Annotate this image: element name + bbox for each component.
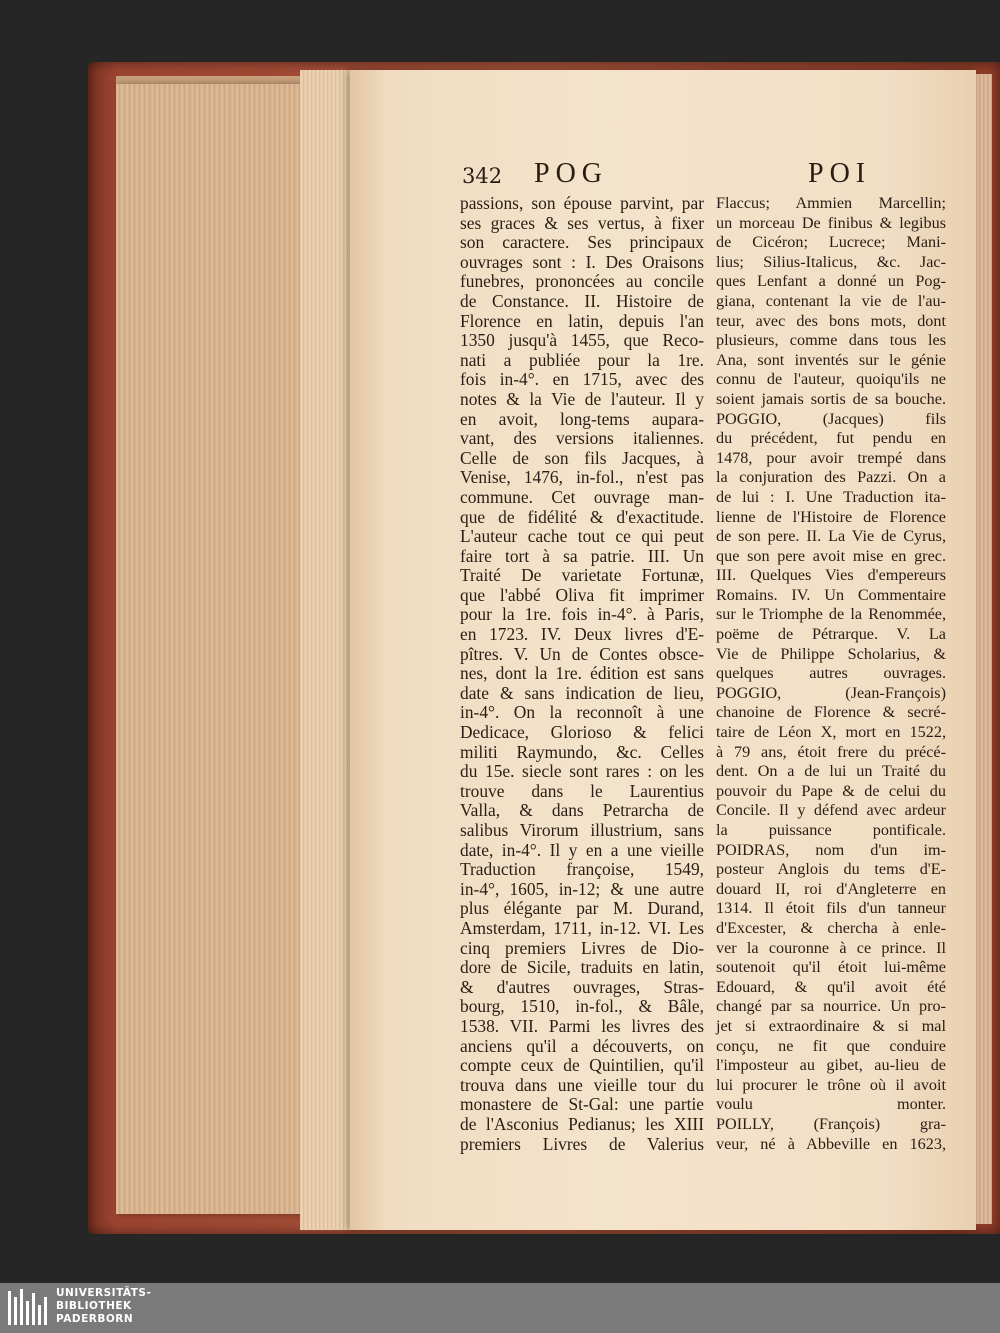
- text-line: poëme de Pétrarque. V. La: [716, 625, 946, 644]
- text-line: 1478, pour avoir trempé dans: [716, 448, 946, 467]
- text-line: giana, contenant la vie de l'au-: [716, 291, 946, 310]
- text-line: conçu, ne fit que conduire: [716, 1036, 946, 1055]
- text-line: ouvrages sont : I. Des Oraisons: [460, 251, 704, 272]
- text-line: Venise, 1476, in-fol., n'est pas: [460, 467, 704, 488]
- text-line: la conjuration des Pazzi. On a: [716, 468, 946, 487]
- text-line: du précédent, fut pendu en: [716, 429, 946, 448]
- text-line: passions, son épouse parvint, par: [460, 193, 704, 213]
- text-line: chanoine de Florence & secré-: [716, 703, 946, 722]
- text-line: pîtres. V. Un de Contes obsce-: [460, 643, 704, 664]
- library-name-line-2: BIBLIOTHEK: [56, 1300, 132, 1312]
- text-line: de Constance. II. Histoire de: [460, 290, 704, 311]
- text-line: que son pere avoit mise en grec.: [716, 546, 946, 565]
- text-line: dore de Sicile, traduits en latin,: [460, 957, 704, 978]
- text-line: connu de l'auteur, quoiqu'ils ne: [716, 370, 946, 389]
- library-name-line-1: UNIVERSITÄTS-: [56, 1287, 152, 1299]
- running-header: [462, 158, 962, 196]
- text-line: soutenoit qu'il étoit lui-même: [716, 958, 946, 977]
- text-line: lius; Silius-Italicus, &c. Jac-: [716, 252, 946, 271]
- text-line: voulu monter.: [716, 1095, 946, 1114]
- text-line: lui procurer le trône où il avoit: [716, 1075, 946, 1094]
- text-line: Valla, & dans Petrarcha de: [460, 800, 704, 821]
- text-line: un morceau De finibus & legibus: [716, 213, 946, 232]
- text-line: ver la couronne à ce prince. Il: [716, 938, 946, 957]
- text-line: Florence en latin, depuis l'an: [460, 310, 704, 331]
- library-name-line-3: PADERBORN: [56, 1313, 134, 1325]
- text-line: POILLY, (François) gra-: [716, 1114, 946, 1133]
- text-line: de l'Asconius Pedianus; les XIII: [460, 1113, 704, 1134]
- text-line: 1314. Il étoit fils d'un tanneur: [716, 899, 946, 918]
- text-line: en avoit, long-tems aupara-: [460, 408, 704, 429]
- text-line: faire tort à sa patrie. III. Un: [460, 545, 704, 566]
- text-line: pouvoir du Pape & de celui du: [716, 781, 946, 800]
- text-line: pour la 1re. fois in-4°. à Paris,: [460, 604, 704, 625]
- text-line: plus élégante par M. Durand,: [460, 898, 704, 919]
- text-line: de Cicéron; Lucrece; Mani-: [716, 233, 946, 252]
- text-line: soient jamais sortis de sa bouche.: [716, 389, 946, 408]
- text-line: in-4°, 1605, in-12; & une autre: [460, 878, 704, 899]
- text-line: sur le Triomphe de la Renommée,: [716, 605, 946, 624]
- text-line: plusieurs, comme dans tous les: [716, 331, 946, 350]
- text-line: l'imposteur au gibet, au-lieu de: [716, 1056, 946, 1075]
- text-line: compte ceux de Quintilien, qu'il: [460, 1055, 704, 1076]
- text-line: que l'abbé Oliva fit imprimer: [460, 584, 704, 605]
- text-line: L'auteur cache tout ce qui peut: [460, 526, 704, 547]
- text-line: Traduction françoise, 1549,: [460, 859, 704, 880]
- text-line: que de fidélité & d'exactitude.: [460, 506, 704, 527]
- text-line: de son pere. II. La Vie de Cyrus,: [716, 527, 946, 546]
- text-line: son caractere. Ses principaux: [460, 232, 704, 253]
- text-line: lienne de l'Histoire de Florence: [716, 507, 946, 526]
- page-number: 342: [462, 164, 503, 188]
- text-line: III. Quelques Vies d'empereurs: [716, 566, 946, 585]
- text-line: monastere de St-Gal: une partie: [460, 1094, 704, 1115]
- text-line: in-4°. On la reconnoît à une: [460, 702, 704, 723]
- text-line: veur, né à Abbeville en 1623,: [716, 1134, 946, 1153]
- header-left-word: POG: [534, 158, 609, 189]
- text-line: premiers Livres de Valerius: [460, 1133, 704, 1154]
- library-name: [56, 1287, 151, 1326]
- text-line: la puissance pontificale.: [716, 821, 946, 839]
- text-line: commune. Cet ouvrage man-: [460, 486, 704, 507]
- text-line: 1350 jusqu'à 1455, que Reco-: [460, 330, 704, 351]
- text-line: quelques autres ouvrages.: [716, 664, 946, 683]
- text-line: douard II, roi d'Angleterre en: [716, 879, 946, 898]
- text-line: 1538. VII. Parmi les livres des: [460, 1015, 704, 1036]
- text-line: ques Lenfant a donné un Pog-: [716, 272, 946, 291]
- page-block-edges: [116, 84, 328, 1214]
- text-line: POGGIO, (Jean-François): [716, 683, 946, 702]
- header-right-word: POI: [808, 158, 872, 189]
- text-line: trouva dans une vieille tour du: [460, 1074, 704, 1095]
- text-line: date, in-4°. Il y en a une vieille: [460, 839, 704, 860]
- text-line: nes, dont la 1re. édition est sans: [460, 663, 704, 684]
- text-line: fois in-4°. en 1715, avec des: [460, 369, 704, 390]
- text-line: du 15e. siecle sont rares : on les: [460, 761, 704, 782]
- text-line: posteur Anglois du tems d'E-: [716, 860, 946, 879]
- text-line: Romains. IV. Un Commentaire: [716, 585, 946, 604]
- text-line: Amsterdam, 1711, in-12. VI. Les: [460, 917, 704, 938]
- text-line: teur, avec des bons mots, dont: [716, 311, 946, 330]
- text-line: Celle de son fils Jacques, à: [460, 447, 704, 468]
- text-line: taire de Léon X, mort en 1522,: [716, 723, 946, 742]
- text-line: dent. On a de lui un Traité du: [716, 762, 946, 781]
- text-line: ses graces & ses vertus, à fixer: [460, 212, 704, 233]
- text-line: notes & la Vie de l'auteur. Il y: [460, 388, 704, 409]
- text-line: Edouard, & qu'il avoit été: [716, 977, 946, 996]
- text-line: Vie de Philippe Scholarius, &: [716, 644, 946, 663]
- text-line: funebres, prononcées au concile: [460, 271, 704, 292]
- text-line: en 1723. IV. Deux livres d'E-: [460, 624, 704, 645]
- text-line: nati a publiée pour la 1re.: [460, 349, 704, 370]
- text-line: salibus Virorum illustrium, sans: [460, 820, 704, 840]
- library-logo-icon: [6, 1287, 50, 1329]
- library-footer: [0, 1283, 1000, 1333]
- text-column-right: [716, 194, 946, 1154]
- text-line: bourg, 1510, in-fol., & Bâle,: [460, 996, 704, 1017]
- text-column-left: [460, 194, 704, 1154]
- text-line: vant, des versions italiennes.: [460, 428, 704, 449]
- text-line: POIDRAS, nom d'un im-: [716, 840, 946, 859]
- text-line: & d'autres ouvrages, Stras-: [460, 976, 704, 997]
- text-line: POGGIO, (Jacques) fils: [716, 409, 946, 428]
- text-line: Concile. Il y défend avec ardeur: [716, 801, 946, 820]
- text-line: anciens qu'il a découverts, on: [460, 1035, 704, 1056]
- text-line: Traité De varietate Fortunæ,: [460, 565, 704, 586]
- text-line: militi Raymundo, &c. Celles: [460, 741, 704, 762]
- text-line: trouve dans le Laurentius: [460, 780, 704, 801]
- text-line: jet si extraordinaire & si mal: [716, 1016, 946, 1035]
- text-line: cinq premiers Livres de Dio-: [460, 937, 704, 958]
- text-line: d'Excester, & chercha à enle-: [716, 918, 946, 937]
- text-line: Flaccus; Ammien Marcellin;: [716, 194, 946, 212]
- text-line: à 79 ans, étoit frere du précé-: [716, 742, 946, 761]
- text-line: date & sans indication de lieu,: [460, 682, 704, 703]
- text-line: changé par sa nourrice. Un pro-: [716, 997, 946, 1016]
- text-line: de lui : I. Une Traduction ita-: [716, 487, 946, 506]
- text-line: Dedicace, Glorioso & felici: [460, 722, 704, 743]
- text-line: Ana, sont inventés sur le génie: [716, 350, 946, 369]
